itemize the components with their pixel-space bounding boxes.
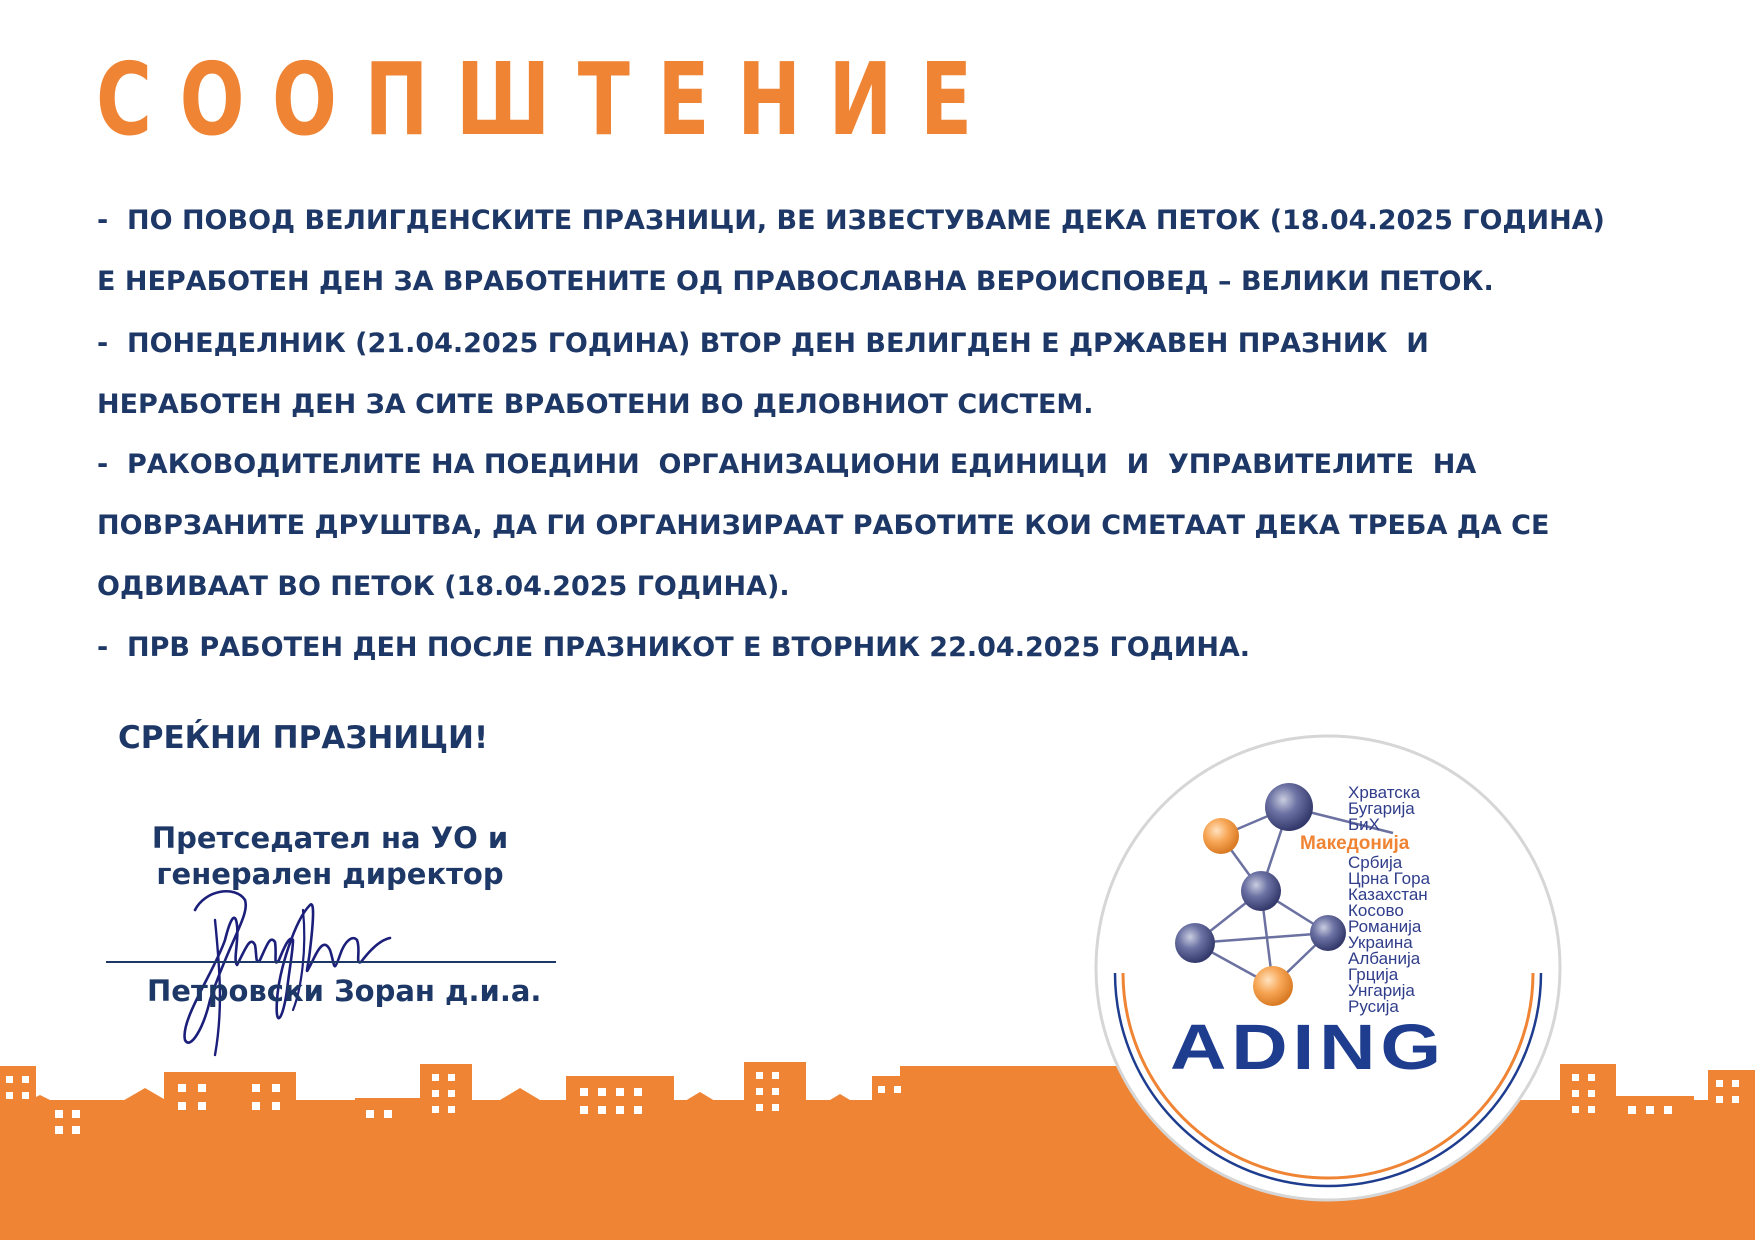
logo-wordmark: ADING [1170,1011,1446,1083]
notice-line-8: - ПРВ РАБОТЕН ДЕН ПОСЛЕ ПРАЗНИКОТ Е ВТОРНИК 22.04.2025 ГОДИНА. [97,632,1251,663]
country-label: Грција [1348,965,1399,984]
country-label: Србија [1348,853,1403,872]
country-label: Косово [1348,901,1404,920]
country-label: Бугарија [1348,799,1415,818]
logo-countries-list [1300,783,1431,1016]
country-label: Казахстан [1348,885,1428,904]
page-title: СООПШТЕНИЕ [96,41,1000,158]
signatory-name: Петровски Зоран д.и.а. [147,974,542,1008]
handwritten-signature [175,880,455,1060]
country-label: Русија [1348,997,1399,1016]
notice-line-5: - РАКОВОДИТЕЛИТЕ НА ПОЕДИНИ ОРГАНИЗАЦИОНИ ЕДИНИЦИ И УПРАВИТЕЛИТЕ НА [97,449,1477,480]
country-label: Албанија [1348,949,1421,968]
country-label: Украина [1348,933,1413,952]
signature-line [106,961,556,963]
country-label: Романија [1348,917,1422,936]
country-label: Унгарија [1348,981,1415,1000]
country-label-highlight: Македонија [1300,833,1410,854]
signatory-title-line-1: Претседател на УО и [151,821,509,855]
notice-line-1: - ПО ПОВОД ВЕЛИГДЕНСКИТЕ ПРАЗНИЦИ, ВЕ ИЗВЕСТУВАМЕ ДЕКА ПЕТОК (18.04.2025 ГОДИНА) [97,205,1605,236]
notice-line-7: ОДВИВААТ ВО ПЕТОК (18.04.2025 ГОДИНА). [97,571,790,602]
country-label: БиХ [1348,815,1380,834]
notice-line-4: НЕРАБОТЕН ДЕН ЗА СИТЕ ВРАБОТЕНИ ВО ДЕЛОВНИОТ СИСТЕМ. [97,389,1094,420]
notice-line-3: - ПОНЕДЕЛНИК (21.04.2025 ГОДИНА) ВТОР ДЕН ВЕЛИГДЕН Е ДРЖАВЕН ПРАЗНИК И [97,328,1429,359]
notice-line-2: Е НЕРАБОТЕН ДЕН ЗА ВРАБОТЕНИТЕ ОД ПРАВОСЛАВНА ВЕРОИСПОВЕД – ВЕЛИКИ ПЕТОК. [97,266,1494,297]
country-label: Хрватска [1348,783,1421,802]
signatory-title-line-2: генерален директор [156,857,504,891]
holiday-wishes: СРЕЌНИ ПРАЗНИЦИ! [118,720,489,756]
notice-line-6: ПОВРЗАНИТЕ ДРУШТВА, ДА ГИ ОРГАНИЗИРААТ РАБОТИТЕ КОИ СМЕТААТ ДЕКА ТРЕБА ДА СЕ [97,510,1550,541]
ading-logo [1093,733,1563,1203]
country-label: Црна Гора [1348,869,1431,888]
